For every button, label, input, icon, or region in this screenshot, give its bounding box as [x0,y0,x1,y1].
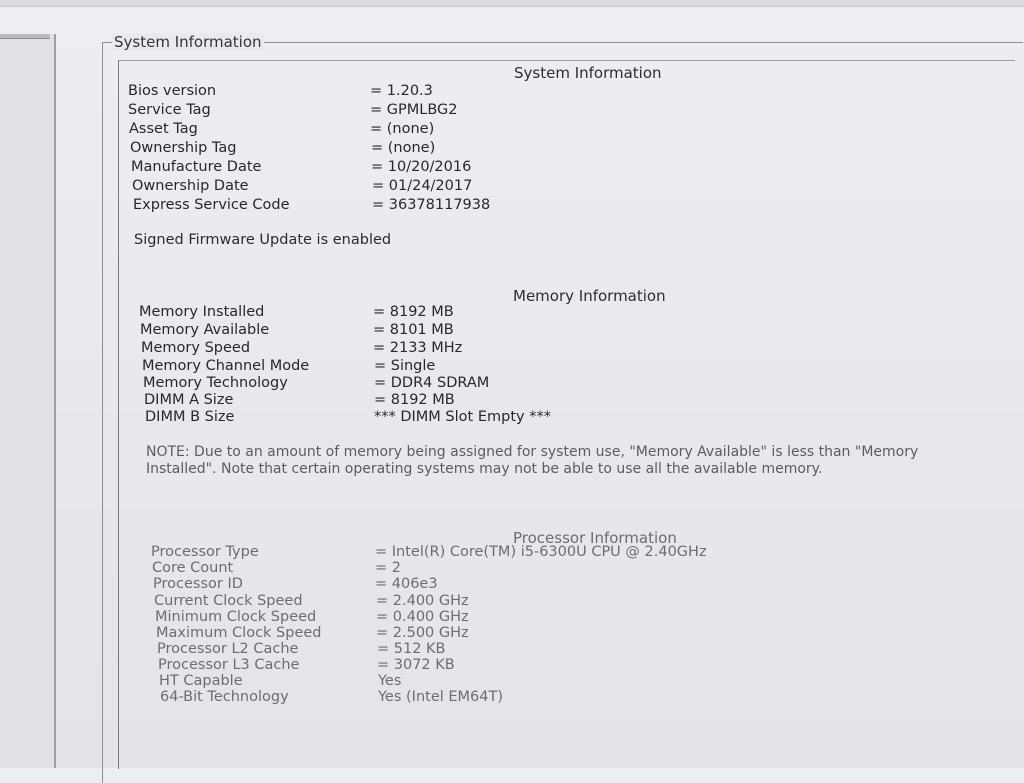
memory-technology-value: = DDR4 SDRAM [374,375,490,391]
memory-channel-mode-label: Memory Channel Mode [142,358,310,374]
bios-version-label: Bios version [128,83,217,99]
manufacture-date-label: Manufacture Date [131,159,262,175]
minimum-clock-speed-value: = 0.400 GHz [376,609,469,625]
dimm-a-size-label: DIMM A Size [144,392,234,408]
dimm-b-size-value: *** DIMM Slot Empty *** [374,409,551,425]
memory-channel-mode-value: = Single [374,358,436,374]
dimm-b-size-label: DIMM B Size [145,409,235,425]
ht-capable-value: Yes [378,673,402,689]
memory-speed-value: = 2133 MHz [373,340,463,356]
ownership-date-value: = 01/24/2017 [372,178,473,194]
current-clock-speed-label: Current Clock Speed [154,593,303,609]
core-count-label: Core Count [152,560,234,576]
ownership-tag-label: Ownership Tag [130,140,237,156]
express-service-code-label: Express Service Code [133,197,290,213]
asset-tag-value: = (none) [370,121,435,137]
current-clock-speed-value: = 2.400 GHz [376,593,469,609]
ht-capable-label: HT Capable [159,673,243,689]
processor-section-title: Processor Information [513,529,677,547]
settings-tree-panel[interactable] [0,34,56,768]
memory-installed-value: = 8192 MB [373,304,454,320]
top-strip [0,0,1024,7]
memory-section-title: Memory Information [513,287,666,305]
dimm-a-size-value: = 8192 MB [374,392,455,408]
64-bit-technology-label: 64-Bit Technology [160,689,289,705]
processor-id-value: = 406e3 [375,576,438,592]
system-section-title: System Information [514,64,662,82]
processor-type-label: Processor Type [151,544,259,560]
processor-l3-cache-value: = 3072 KB [377,657,455,673]
memory-note: NOTE: Due to an amount of memory being assigned for system use, "Memory Available" is less than "Memory Installed". Note that certain operating systems may not be able to use all the available memory. [146,444,919,477]
memory-technology-label: Memory Technology [143,375,288,391]
processor-l2-cache-value: = 512 KB [377,641,446,657]
maximum-clock-speed-label: Maximum Clock Speed [156,625,322,641]
ownership-tag-value: = (none) [371,140,436,156]
service-tag-label: Service Tag [128,102,211,118]
maximum-clock-speed-value: = 2.500 GHz [376,625,469,641]
64-bit-technology-value: Yes (Intel EM64T) [378,689,504,705]
groupbox-title: System Information [114,33,262,51]
bios-version-value: = 1.20.3 [370,83,433,99]
memory-available-label: Memory Available [140,322,270,338]
service-tag-value: = GPMLBG2 [370,102,458,118]
signed-firmware-status: Signed Firmware Update is enabled [134,232,392,248]
processor-l2-cache-label: Processor L2 Cache [157,641,299,657]
memory-installed-label: Memory Installed [139,304,265,320]
memory-speed-label: Memory Speed [141,340,251,356]
processor-id-label: Processor ID [153,576,243,592]
manufacture-date-value: = 10/20/2016 [371,159,472,175]
processor-type-value: = Intel(R) Core(TM) i5-6300U CPU @ 2.40GHz [375,544,707,560]
minimum-clock-speed-label: Minimum Clock Speed [155,609,317,625]
memory-available-value: = 8101 MB [373,322,454,338]
core-count-value: = 2 [375,560,401,576]
express-service-code-value: = 36378117938 [372,197,491,213]
ownership-date-label: Ownership Date [132,178,249,194]
processor-l3-cache-label: Processor L3 Cache [158,657,300,673]
asset-tag-label: Asset Tag [129,121,198,137]
